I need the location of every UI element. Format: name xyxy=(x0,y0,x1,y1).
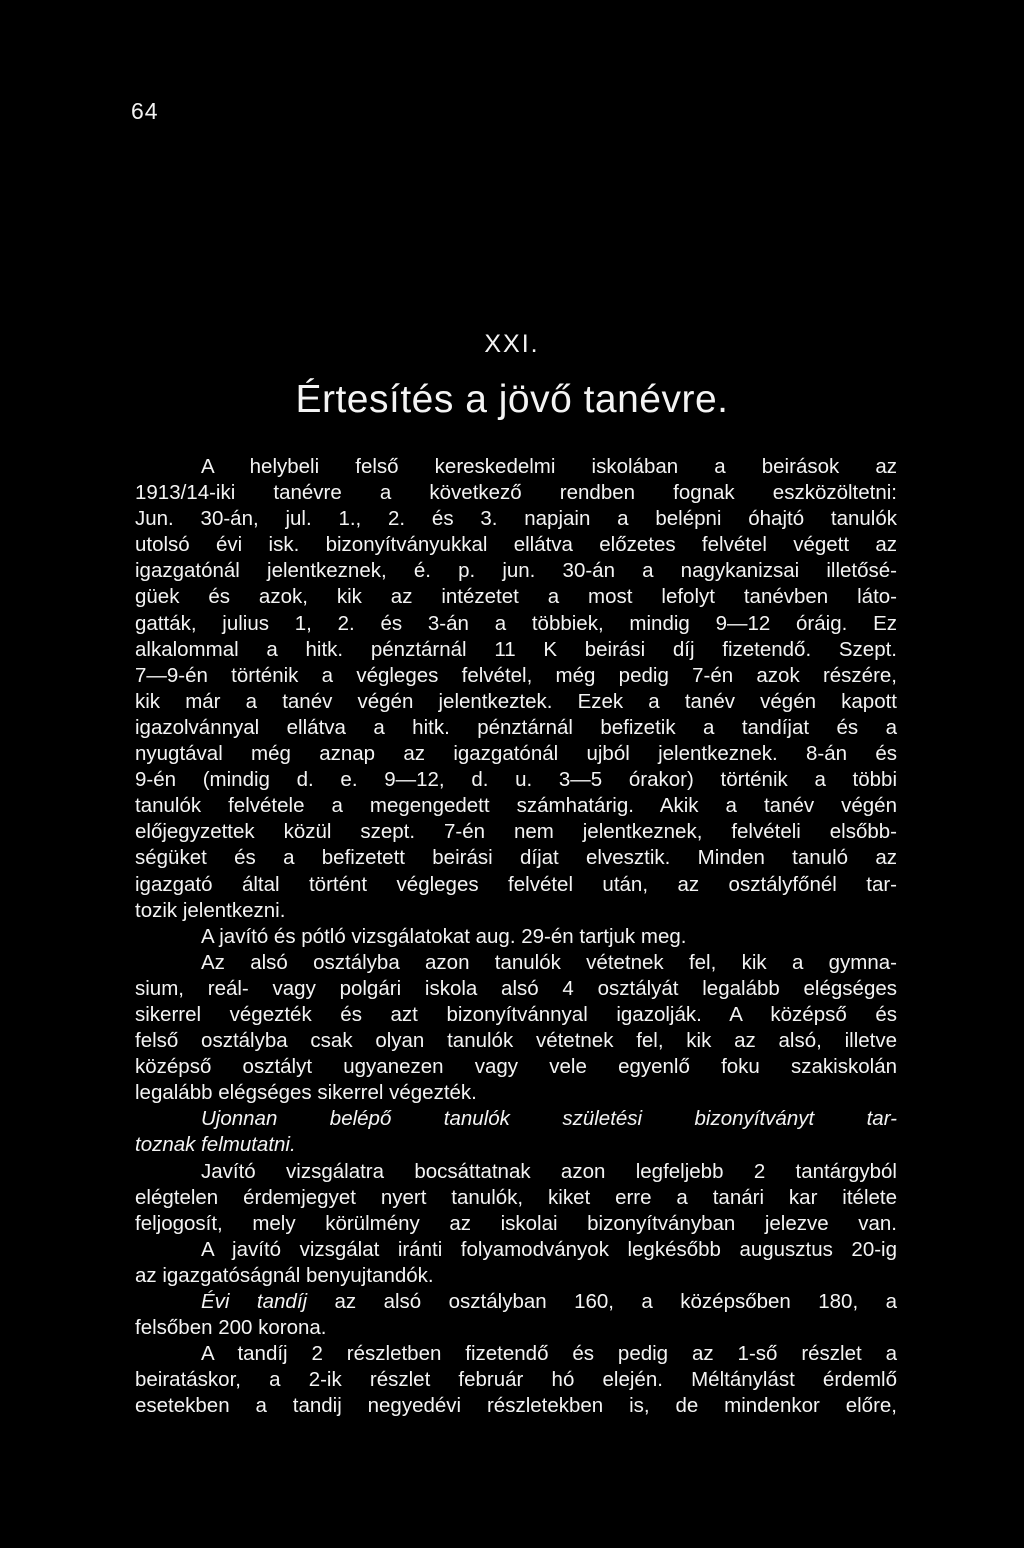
page-heading: Értesítés a jövő tanévre. xyxy=(295,378,729,421)
text-line: az igazgatóságnál benyujtandók. xyxy=(135,1263,434,1287)
text-line: 7—9-én történik a végleges felvétel, még pedig 7-én azok részére, xyxy=(135,663,897,687)
text-line: elégtelen érdemjegyet nyert tanulók, kiket erre a tanári kar itélete xyxy=(135,1185,897,1209)
text-line: toznak felmutatni. xyxy=(135,1133,296,1157)
text-line: alkalommal a hitk. pénztárnál 11 K beirási díj fizetendő. Szept. xyxy=(135,637,897,661)
text-line: felsőben 200 korona. xyxy=(135,1316,327,1340)
text-line: A tandíj 2 részletben fizetendő és pedig az 1-ső részlet a xyxy=(201,1342,897,1366)
text-line: tozik jelentkezni. xyxy=(135,898,286,922)
text-line: A javító vizsgálat iránti folyamodványok legkésőbb augusztus 20-ig xyxy=(201,1237,897,1261)
text-segment: Évi tandíj xyxy=(201,1290,308,1313)
text-line: sium, reál- vagy polgári iskola alsó 4 osztályát legalább elégséges xyxy=(135,976,897,1000)
text-line: sikerrel végezték és azt bizonyítvánnyal igazolják. A középső és xyxy=(135,1002,897,1026)
text-line: esetekben a tandij negyedévi részletekben is, de mindenkor előre, xyxy=(135,1394,897,1418)
section-number: XXI. xyxy=(484,330,540,358)
text-line: A helybeli felső kereskedelmi iskolában a beirások az xyxy=(201,455,897,478)
text-line: Jun. 30-án, jul. 1., 2. és 3. napjain a belépni óhajtó tanulók xyxy=(135,507,897,531)
text-line xyxy=(135,1289,897,1315)
text-line: igazgatónál jelentkeznek, é. p. jun. 30-án a nagykanizsai illetősé- xyxy=(135,559,897,583)
text-line: Az alsó osztályba azon tanulók vétetnek fel, kik a gymna- xyxy=(201,950,897,974)
text-line: feljogosít, mely körülmény az iskolai bizonyítványban jelezve van. xyxy=(135,1211,897,1235)
text-line: előjegyzettek közül szept. 7-én nem jelentkeznek, felvételi elsőbb- xyxy=(135,820,897,844)
text-line: felső osztályba csak olyan tanulók vétetnek fel, kik az alsó, illetve xyxy=(135,1029,897,1053)
text-line: nyugtával még aznap az igazgatónál ujból jelentkeznek. 8-án és xyxy=(135,742,897,766)
text-line: gatták, julius 1, 2. és 3-án a többiek, mindig 9—12 óráig. Ez xyxy=(135,611,897,635)
text-line: Javító vizsgálatra bocsáttatnak azon legfeljebb 2 tantárgyból xyxy=(201,1159,897,1183)
text-line: güek és azok, kik az intézetet a most lefolyt tanévben láto- xyxy=(135,585,897,609)
text-line: Ujonnan belépő tanulók születési bizonyítványt tar- xyxy=(201,1107,897,1131)
text-line: 9-én (mindig d. e. 9—12, d. u. 3—5 órakor) történik a többi xyxy=(135,768,897,792)
text-line: legalább elégséges sikerrel végezték. xyxy=(135,1081,477,1105)
text-line: igazolvánnyal ellátva a hitk. pénztárnál befizetik a tandíjat és a xyxy=(135,715,897,739)
page-number: 64 xyxy=(131,98,159,124)
text-line: utolsó évi isk. bizonyítványukkal ellátva előzetes felvétel végett az xyxy=(135,533,897,557)
text-segment: az alsó osztályban 160, a középsőben 180, a xyxy=(307,1290,897,1313)
text-line: A javító és pótló vizsgálatokat aug. 29-én tartjuk meg. xyxy=(201,924,687,948)
text-line: tanulók felvétele a megengedett számhatárig. Akik a tanév végén xyxy=(135,794,897,818)
text-line: ségüket és a befizetett beirási díjat elvesztik. Minden tanuló az xyxy=(135,846,897,870)
text-line: 1913/14-iki tanévre a következő rendben fognak eszközöltetni: xyxy=(135,481,897,505)
text-line: beiratáskor, a 2-ik részlet február hó elején. Méltánylást érdemlő xyxy=(135,1368,897,1392)
text-line: igazgató által történt végleges felvétel után, az osztályfőnél tar- xyxy=(135,872,897,896)
body-text xyxy=(135,454,897,1419)
text-line: kik már a tanév végén jelentkeztek. Ezek a tanév végén kapott xyxy=(135,689,897,713)
text-line: középső osztályt ugyanezen vagy vele egyenlő foku szakiskolán xyxy=(135,1055,897,1079)
